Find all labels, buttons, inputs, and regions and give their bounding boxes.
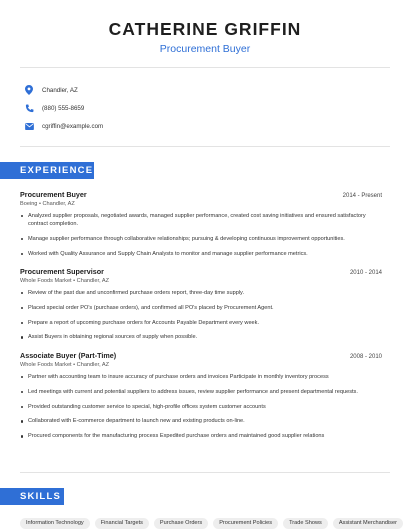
skill-chip: Purchase Orders bbox=[154, 518, 208, 529]
section-heading-skills: SKILLS bbox=[0, 488, 64, 505]
bullet-item: Review of the past due and unconfirmed purchase orders report, three-day time supply. bbox=[20, 289, 382, 297]
skill-chip: Assistant Merchandiser bbox=[333, 518, 403, 529]
bullet-item: Worked with Quality Assurance and Supply Chain Analysts to monitor and manage supplier performance metrics. bbox=[20, 250, 382, 258]
job-company: Whole Foods Market • Chandler, AZ bbox=[20, 278, 110, 284]
job-bullets bbox=[20, 289, 382, 342]
skill-chip: Financial Targets bbox=[95, 518, 149, 529]
envelope-icon bbox=[24, 121, 34, 131]
resume-header bbox=[0, 0, 410, 56]
bullet-item: Partner with accounting team to insure accuracy of purchase orders and invoices Participate in monthly inventory process bbox=[20, 373, 382, 381]
divider bbox=[20, 472, 390, 473]
candidate-name: CATHERINE GRIFFIN bbox=[108, 19, 302, 39]
location-text: Chandler, AZ bbox=[42, 86, 78, 94]
bullet-item: Procured components for the manufacturing process Expedited purchase orders and maintained good supplier relations bbox=[20, 432, 382, 440]
map-pin-icon bbox=[24, 85, 34, 95]
contact-phone bbox=[24, 99, 103, 117]
bullet-item: Led meetings with current and potential suppliers to address issues, review supplier performance and present departmental requests. bbox=[20, 388, 382, 396]
bullet-item: Prepare a report of upcoming purchase orders for Accounts Payable Department every week. bbox=[20, 319, 382, 327]
candidate-role: Procurement Buyer bbox=[159, 43, 251, 55]
phone-icon bbox=[24, 103, 34, 113]
job-company: Whole Foods Market • Chandler, AZ bbox=[20, 362, 110, 368]
skill-chip: Trade Shows bbox=[283, 518, 328, 529]
skill-chip: Information Technology bbox=[20, 518, 90, 529]
skill-chip: Procurement Policies bbox=[213, 518, 278, 529]
phone-text: (880) 555-8659 bbox=[42, 104, 85, 112]
job-entry bbox=[20, 190, 382, 265]
bullet-item: Provided outstanding customer service to special, high-profile offices system customer accounts bbox=[20, 403, 382, 411]
contact-list bbox=[24, 81, 103, 135]
job-entry bbox=[20, 351, 382, 447]
divider bbox=[20, 146, 390, 147]
bullet-item: Assist Buyers in obtaining regional sources of supply when possible. bbox=[20, 333, 382, 341]
skills-list bbox=[20, 518, 403, 529]
section-heading-experience: EXPERIENCE bbox=[0, 162, 94, 179]
job-bullets bbox=[20, 212, 382, 258]
job-title: Procurement Supervisor bbox=[20, 267, 104, 276]
bullet-item: Manage supplier performance through collaborative relationships; pursuing & developing continuous improvement opportunities. bbox=[20, 235, 382, 243]
job-bullets bbox=[20, 373, 382, 440]
job-entry bbox=[20, 267, 382, 348]
bullet-item: Collaborated with E-commerce department to launch new and existing products on-line. bbox=[20, 417, 382, 425]
job-company: Boeing • Chandler, AZ bbox=[20, 201, 75, 207]
job-title: Associate Buyer (Part-Time) bbox=[20, 351, 117, 360]
job-date: 2008 - 2010 bbox=[349, 354, 382, 360]
bullet-item: Placed special order PO's (purchase orders), and confirmed all PO's placed by Procurement Agent. bbox=[20, 304, 382, 312]
job-date: 2010 - 2014 bbox=[349, 270, 382, 276]
email-link[interactable]: cgriffin@example.com bbox=[42, 122, 104, 130]
contact-email[interactable] bbox=[24, 117, 103, 135]
job-title: Procurement Buyer bbox=[20, 190, 87, 199]
bullet-item: Analyzed supplier proposals, negotiated awards, managed supplier performance, created cost saving initiatives and ensured satisfactory contract completion. bbox=[20, 212, 382, 229]
contact-location bbox=[24, 81, 103, 99]
divider bbox=[20, 67, 390, 68]
job-date: 2014 - Present bbox=[342, 193, 382, 199]
